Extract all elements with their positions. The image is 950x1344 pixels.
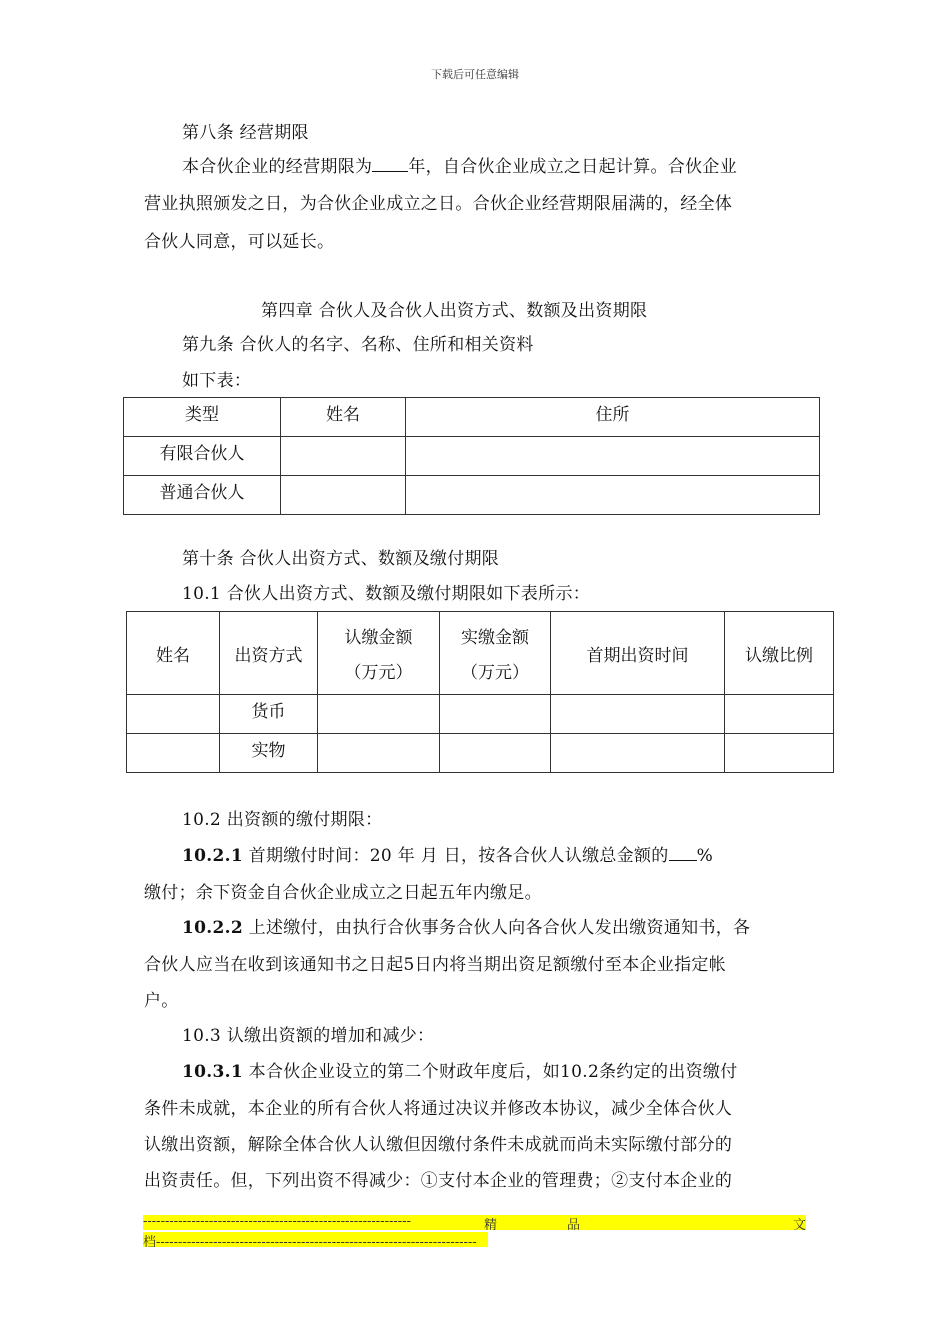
header-subscribed-line1: 认缴金额 <box>344 628 413 648</box>
article-8-title: 第八条 经营期限 <box>182 123 309 143</box>
footer-line2: 档------------------------------------------------------------------------- <box>143 1235 477 1247</box>
section-10-2-2 <box>182 913 750 938</box>
article-9-title: 第九条 合伙人的名字、名称、住所和相关资料 <box>182 335 534 355</box>
footer-dashes: ------------------------------------------------------------- <box>143 1215 411 1229</box>
article-9-intro: 如下表： <box>182 371 252 391</box>
header-subscribed <box>318 612 440 695</box>
partner-name-cell <box>281 437 406 476</box>
section-10-2-1-line2: 缴付；余下资金自合伙企业成立之日起五年内缴足。 <box>144 883 542 903</box>
section-10-2-1 <box>182 841 713 866</box>
cell-first-time <box>551 695 725 734</box>
partner-type-cell: 普通合伙人 <box>124 476 281 515</box>
table-row <box>127 695 834 734</box>
article-8-line3: 合伙人同意，可以延长。 <box>144 232 335 252</box>
header-method: 出资方式 <box>220 612 318 695</box>
header-subscribed-line2: （万元） <box>344 663 413 683</box>
section-10-1: 10.1 合伙人出资方式、数额及缴付期限如下表所示： <box>182 584 591 604</box>
article-10-title: 第十条 合伙人出资方式、数额及缴付期限 <box>182 549 500 569</box>
section-10-3-1-line2: 条件未成就，本企业的所有合伙人将通过决议并修改本协议，减少全体合伙人 <box>144 1099 733 1119</box>
section-10-2-1-text: 首期缴付时间：20 年 月 日，按各合伙人认缴总金额的 <box>242 846 669 866</box>
header-paid <box>440 612 551 695</box>
header-type: 类型 <box>124 398 281 437</box>
section-10-3-1-line4: 出资责任。但，下列出资不得减少：①支付本企业的管理费；②支付本企业的 <box>144 1171 733 1191</box>
cell-method: 实物 <box>220 734 318 773</box>
article-8-line2: 营业执照颁发之日，为合伙企业成立之日。合伙企业经营期限届满的，经全体 <box>144 194 733 214</box>
partner-type-cell: 有限合伙人 <box>124 437 281 476</box>
cell-method: 货币 <box>220 695 318 734</box>
section-10-3-1-line3: 认缴出资额，解除全体合伙人认缴但因缴付条件未成就而尚未实际缴付部分的 <box>144 1135 733 1155</box>
cell-subscribed <box>318 695 440 734</box>
table-header-row <box>127 612 834 695</box>
section-10-2-2-number: 10.2.2 <box>182 918 243 938</box>
header-ratio: 认缴比例 <box>725 612 834 695</box>
cell-paid <box>440 734 551 773</box>
table-header-row <box>124 398 820 437</box>
partner-address-cell <box>406 437 820 476</box>
footer-word-3: 文 <box>793 1218 806 1230</box>
footer-word-2: 品 <box>567 1218 581 1230</box>
section-10-2-2-line2: 合伙人应当在收到该通知书之日起5日内将当期出资足额缴付至本企业指定帐 <box>144 955 727 975</box>
contribution-table <box>126 611 834 773</box>
header-paid-line1: 实缴金额 <box>461 628 529 648</box>
cell-first-time <box>551 734 725 773</box>
footer-line1 <box>143 1215 806 1230</box>
cell-subscribed <box>318 734 440 773</box>
cell-name <box>127 734 220 773</box>
cell-ratio <box>725 695 834 734</box>
section-10-2-title: 10.2 出资额的缴付期限： <box>182 810 383 830</box>
term-years-blank <box>372 154 408 172</box>
header-paid-line2: （万元） <box>461 663 529 683</box>
partner-address-cell <box>406 476 820 515</box>
percent-sign: % <box>696 846 714 866</box>
table-row <box>124 476 820 515</box>
chapter-4-title: 第四章 合伙人及合伙人出资方式、数额及出资期限 <box>261 301 648 321</box>
header-first-time: 首期出资时间 <box>551 612 725 695</box>
section-10-2-2-line3: 户。 <box>144 991 179 1011</box>
header-name: 姓名 <box>281 398 406 437</box>
table-row <box>124 437 820 476</box>
cell-name <box>127 695 220 734</box>
section-10-3-1-text: 本合伙企业设立的第二个财政年度后，如10.2条约定的出资缴付 <box>242 1062 738 1082</box>
percentage-blank <box>669 843 697 861</box>
partner-name-cell <box>281 476 406 515</box>
header-name: 姓名 <box>127 612 220 695</box>
section-10-3-1 <box>182 1057 738 1082</box>
partner-info-table <box>123 397 820 515</box>
cell-ratio <box>725 734 834 773</box>
article-8-line1-pre: 本合伙企业的经营期限为 <box>182 157 373 177</box>
article-8-line1 <box>182 152 737 177</box>
section-10-2-1-number: 10.2.1 <box>182 846 243 866</box>
footer-word-1: 精 <box>484 1218 498 1230</box>
section-10-3-1-number: 10.3.1 <box>182 1062 243 1082</box>
page-header: 下载后可任意编辑 <box>431 68 519 81</box>
article-8-line1-post: 年，自合伙企业成立之日起计算。合伙企业 <box>408 157 738 177</box>
header-address: 住所 <box>406 398 820 437</box>
section-10-2-2-text: 上述缴付，由执行合伙事务合伙人向各合伙人发出缴资通知书，各 <box>242 918 751 938</box>
section-10-3-title: 10.3 认缴出资额的增加和减少： <box>182 1026 435 1046</box>
table-row <box>127 734 834 773</box>
cell-paid <box>440 695 551 734</box>
